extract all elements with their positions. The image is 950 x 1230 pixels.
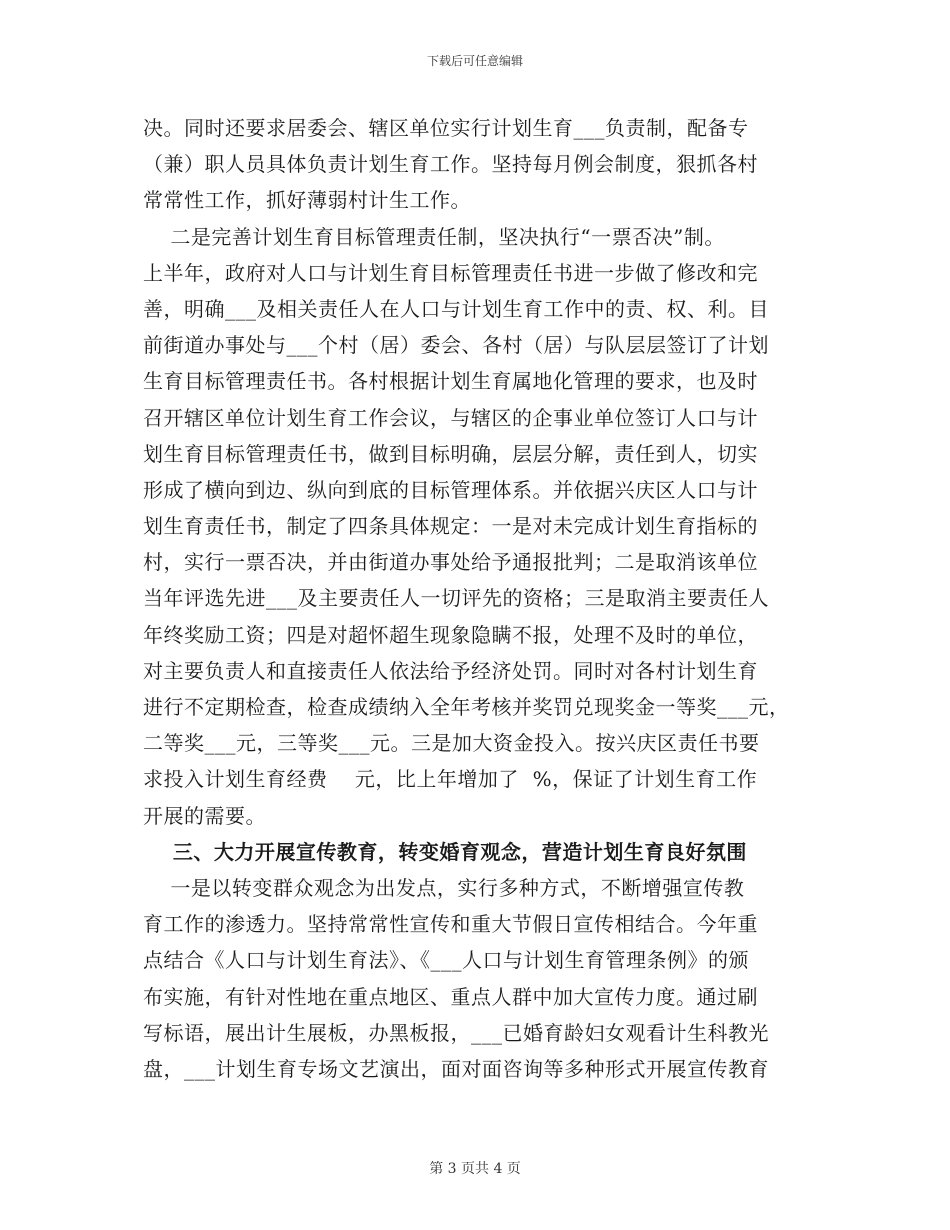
text-line: 二是完善计划生育目标管理责任制，坚决执行“一票否决”制。 [143, 224, 725, 249]
text-line: 形成了横向到边、纵向到底的目标管理体系。并依据兴庆区人口与计 [143, 477, 758, 502]
text-line: 写标语，展出计生展板，办黑板报，___已婚育龄妇女观看计生科教光 [143, 1020, 769, 1045]
text-line: 划生育目标管理责任书，做到目标明确，层层分解，责任到人，切实 [143, 441, 758, 466]
page-footer: 第 3 页共 4 页 [429, 1161, 521, 1177]
text-line: 二等奖___元，三等奖___元。三是加大资金投入。按兴庆区责任书要 [143, 731, 760, 756]
text-line: 前街道办事处与___个村（居）委会、各村（居）与队层层签订了计划 [143, 333, 769, 358]
text-line: 当年评选先进___及主要责任人一切评先的资格；三是取消主要责任人 [143, 586, 769, 611]
text-line: 一是以转变群众观念为出发点，实行多种方式，不断增强宣传教 [143, 875, 745, 900]
text-line: 求投入计划生育经费 元，比上年增加了 %，保证了计划生育工作 [143, 767, 758, 792]
text-line: 布实施，有针对性地在重点地区、重点人群中加大宣传力度。通过刷 [143, 984, 758, 1009]
text-line: 年终奖励工资；四是对超怀超生现象隐瞒不报，处理不及时的单位， [143, 622, 758, 647]
text-line: （兼）职人员具体负责计划生育工作。坚持每月例会制度，狠抓各村 [143, 152, 758, 177]
text-line: 点结合《人口与计划生育法》、《___人口与计划生育管理条例》的颁 [143, 948, 749, 973]
text-line: 决。同时还要求居委会、辖区单位实行计划生育___负责制，配备专 [143, 116, 749, 140]
text-line: 划生育责任书，制定了四条具体规定：一是对未完成计划生育指标的 [143, 514, 758, 539]
text-line: 盘，___计划生育专场文艺演出，面对面咨询等多种形式开展宣传教育 [143, 1056, 769, 1081]
text-line: 上半年，政府对人口与计划生育目标管理责任书进一步做了修改和完 [143, 260, 758, 285]
section-heading: 三、大力开展宣传教育，转变婚育观念，营造计划生育良好氛围 [143, 839, 747, 864]
text-line: 召开辖区单位计划生育工作会议，与辖区的企事业单位签订人口与计 [143, 405, 758, 430]
text-line: 村，实行一票否决，并由街道办事处给予通报批判；二是取消该单位 [143, 550, 758, 575]
page-header: 下载后可任意编辑 [426, 54, 523, 68]
text-line: 对主要负责人和直接责任人依法给予经济处罚。同时对各村计划生育 [143, 658, 758, 683]
text-line: 善，明确___及相关责任人在人口与计划生育工作中的责、权、利。目 [143, 296, 769, 321]
text-line: 开展的需要。 [143, 803, 266, 828]
text-line: 常常性工作，抓好薄弱村计生工作。 [143, 188, 471, 213]
text-line: 育工作的渗透力。坚持常常性宣传和重大节假日宣传相结合。今年重 [143, 912, 758, 937]
text-line: 生育目标管理责任书。各村根据计划生育属地化管理的要求，也及时 [143, 369, 758, 394]
document-body [143, 110, 813, 1087]
text-line: 进行不定期检查，检查成绩纳入全年考核并奖罚兑现奖金一等奖___元， [143, 695, 790, 719]
